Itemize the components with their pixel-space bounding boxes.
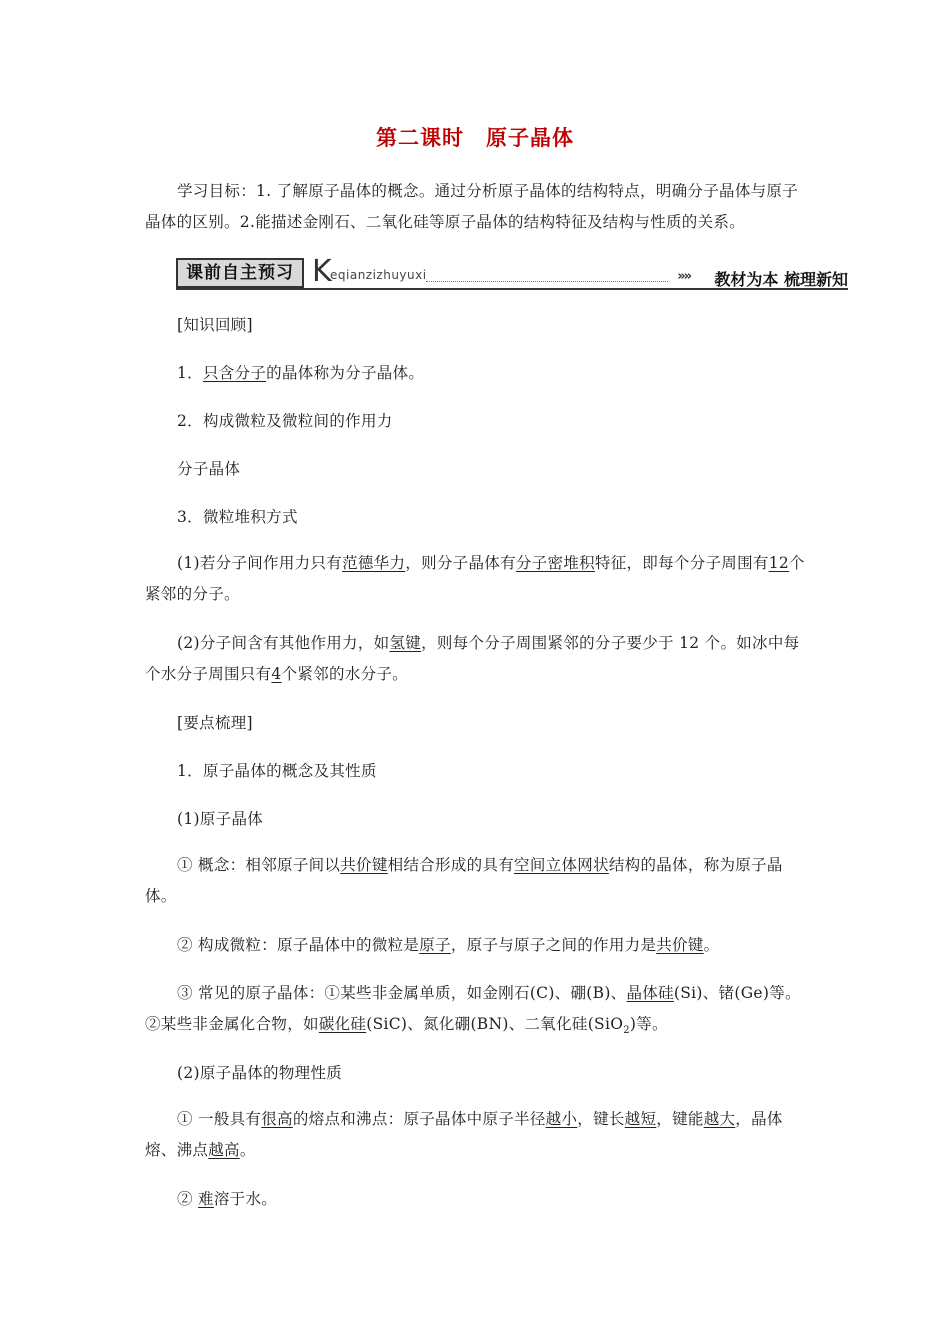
section-banner bbox=[176, 254, 848, 292]
text: ② bbox=[177, 1190, 199, 1208]
answer-underline: 4 bbox=[271, 665, 282, 683]
answer-underline: 越短 bbox=[624, 1110, 657, 1128]
common-crystals-paragraph bbox=[145, 978, 810, 1046]
text: ② 构成微粒：原子晶体中的微粒是 bbox=[177, 936, 420, 954]
banner-underline bbox=[176, 288, 848, 290]
text: 的熔点和沸点：原子晶体中原子半径 bbox=[292, 1110, 546, 1128]
text: ，则每个分子周围紧邻的分子要少于 12 个。如冰中每个水分子周围只有 bbox=[145, 634, 800, 683]
text: 。 bbox=[239, 1141, 256, 1159]
review-heading: [知识回顾] bbox=[177, 316, 253, 334]
banner-k-letter: K bbox=[312, 254, 332, 289]
solubility-paragraph bbox=[145, 1184, 810, 1215]
banner-dotted-line bbox=[426, 281, 668, 282]
subscript: 2 bbox=[623, 1025, 630, 1037]
text: ，晶体熔、沸点 bbox=[145, 1110, 783, 1159]
text: 个紧邻的水分子。 bbox=[281, 665, 408, 683]
answer-underline: 范德华力 bbox=[342, 554, 406, 572]
answer-underline: 只含分子 bbox=[202, 364, 267, 382]
answer-underline: 12 bbox=[768, 554, 790, 572]
review-item-2: 2．构成微粒及微粒间的作用力 bbox=[177, 412, 393, 430]
text: ，原子与原子之间的作用力是 bbox=[450, 936, 657, 954]
answer-underline: 空间立体网状 bbox=[514, 856, 609, 874]
answer-underline: 越高 bbox=[208, 1141, 240, 1159]
text: 结构的晶体，称为原子晶体。 bbox=[145, 856, 783, 905]
concept-paragraph bbox=[145, 850, 810, 912]
text: 。 bbox=[703, 936, 720, 954]
text: ① 概念：相邻原子间以 bbox=[177, 856, 341, 874]
key-points-sub-1: (1)原子晶体 bbox=[177, 810, 264, 828]
text: 相结合形成的具有 bbox=[387, 856, 515, 874]
review-item-3: 3．微粒堆积方式 bbox=[177, 508, 298, 526]
review-paragraph-1 bbox=[145, 548, 810, 610]
banner-label: 课前自主预习 bbox=[176, 258, 304, 288]
key-points-heading: [要点梳理] bbox=[177, 714, 253, 732]
banner-pinyin: eqianzizhuyuxi bbox=[330, 268, 427, 282]
answer-underline: 共价键 bbox=[340, 856, 388, 874]
answer-underline: 原子 bbox=[419, 936, 451, 954]
text: (1)若分子间作用力只有 bbox=[177, 554, 343, 572]
text: 个紧邻的分子。 bbox=[145, 554, 805, 603]
text: )等。 bbox=[629, 1015, 668, 1033]
text: 的晶体称为分子晶体。 bbox=[266, 364, 425, 382]
banner-right-text: 教材为本 梳理新知 bbox=[714, 270, 848, 289]
answer-underline: 晶体硅 bbox=[626, 984, 674, 1002]
text: 特征，即每个分子周围有 bbox=[594, 554, 769, 572]
answer-underline: 很高 bbox=[261, 1110, 293, 1128]
physical-properties-paragraph bbox=[145, 1104, 810, 1166]
key-points-sub-2: (2)原子晶体的物理性质 bbox=[177, 1064, 343, 1082]
review-item-2-sub: 分子晶体 bbox=[177, 460, 241, 478]
answer-underline: 共价键 bbox=[656, 936, 704, 954]
answer-underline: 分子密堆积 bbox=[515, 554, 595, 572]
particles-paragraph bbox=[145, 930, 810, 961]
answer-underline: 越大 bbox=[703, 1110, 736, 1128]
title-part2: 原子晶体 bbox=[486, 126, 574, 150]
text: (SiC)、氮化硼(BN)、二氧化硅(SiO bbox=[366, 1015, 624, 1033]
answer-underline: 难 bbox=[198, 1190, 214, 1208]
review-item-1 bbox=[177, 358, 817, 389]
key-points-item-1: 1．原子晶体的概念及其性质 bbox=[177, 762, 377, 780]
text: ，则分子晶体有 bbox=[405, 554, 516, 572]
text: 1． bbox=[177, 364, 203, 382]
text: (2)分子间含有其他作用力，如 bbox=[177, 634, 390, 652]
double-arrow-icon: »» bbox=[677, 269, 690, 284]
text: ① 一般具有 bbox=[177, 1110, 262, 1128]
text: ，键能 bbox=[656, 1110, 704, 1128]
title-part1: 第二课时 bbox=[376, 126, 464, 150]
text: (Si)、锗(Ge)等。②某些非金属化合物，如 bbox=[145, 984, 801, 1033]
answer-underline: 氢键 bbox=[389, 634, 422, 652]
page-title bbox=[0, 122, 950, 152]
answer-underline: 越小 bbox=[545, 1110, 578, 1128]
learning-objectives: 学习目标：1. 了解原子晶体的概念。通过分析原子晶体的结构特点，明确分子晶体与原子晶体的区别。2.能描述金刚石、二氧化硅等原子晶体的结构特征及结构与性质的关系。 bbox=[145, 182, 799, 231]
review-paragraph-2 bbox=[145, 628, 810, 690]
text: ③ 常见的原子晶体：①某些非金属单质，如金刚石(C)、硼(B)、 bbox=[177, 984, 627, 1002]
text: 溶于水。 bbox=[213, 1190, 278, 1208]
answer-underline: 碳化硅 bbox=[318, 1015, 367, 1033]
text: ，键长 bbox=[577, 1110, 625, 1128]
